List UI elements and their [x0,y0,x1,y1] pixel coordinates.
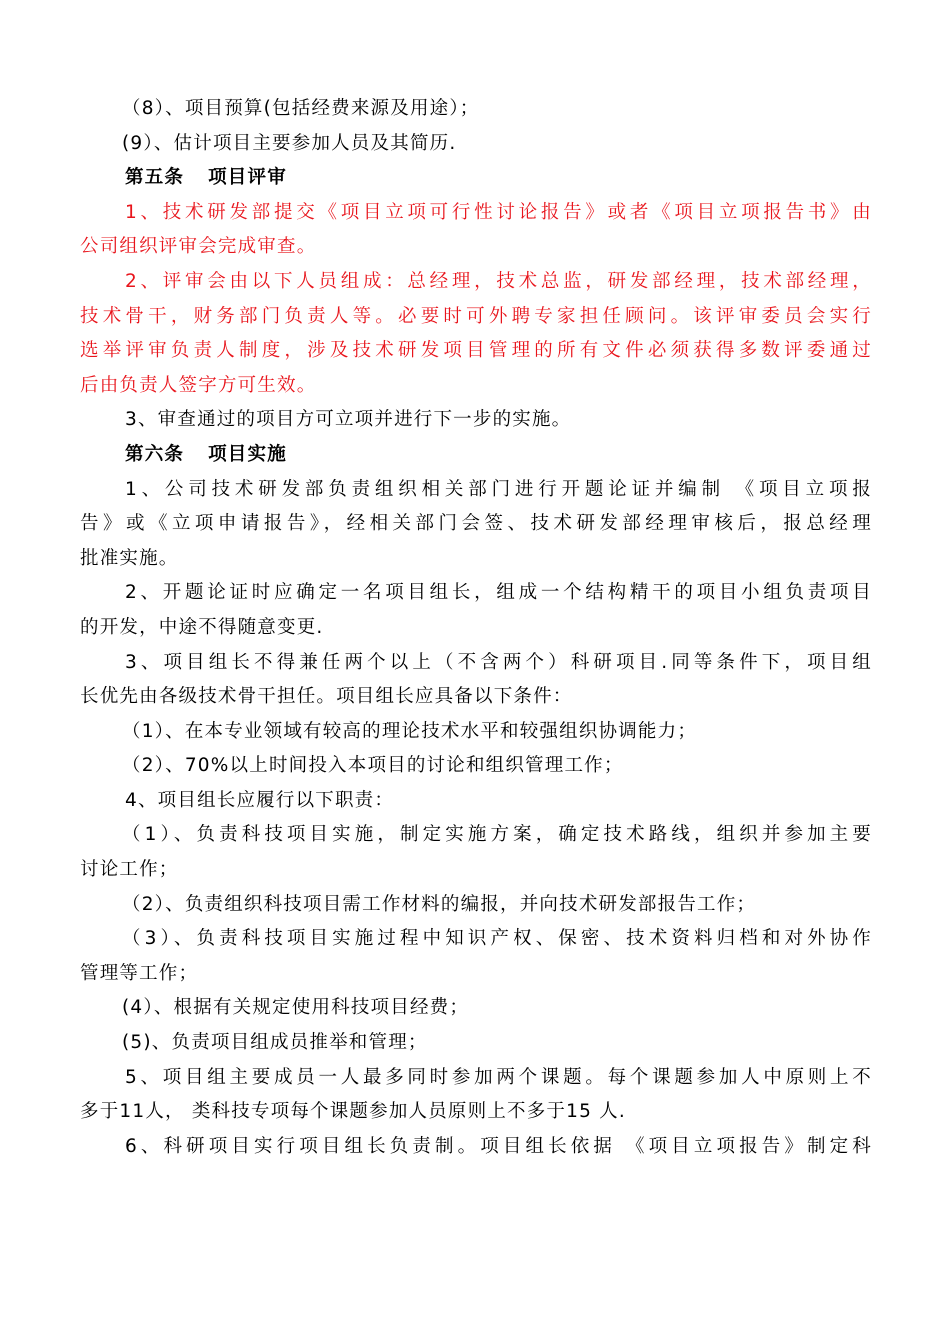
section-heading [80,438,872,473]
text-line: （3）、负责科技项目实施过程中知识产权、保密、技术资料归档和对外协作 [122,928,872,950]
heading-title: 项目评审 [208,167,287,189]
text-line: (5)、负责项目组成员推举和管理； [122,1032,428,1054]
text-line: 2、评审会由以下人员组成：总经理，技术总监，研发部经理，技术部经理， [125,270,872,292]
text-line: 告》或《立项申请报告》，经相关部门会签、技术研发部经理审核后，报总经理 [80,513,872,535]
text-line: （1）、负责科技项目实施，制定实施方案，确定技术路线，组织并参加主要 [122,824,872,846]
text-line: （2）、负责组织科技项目需工作材料的编报，并向技术研发部报告工作； [122,893,757,915]
text-line: 5、项目组主要成员一人最多同时参加两个课题。每个课题参加人中原则上不 [125,1066,872,1088]
text-line: 4、项目组长应履行以下职责： [125,789,395,811]
text-line: 后由负责人签字方可生效。 [80,374,317,396]
text-line: 1、公司技术研发部负责组织相关部门进行开题论证并编制 《项目立项报 [125,478,872,500]
heading-number: 第六条 [125,443,185,465]
text-line: 公司组织评审会完成审查。 [80,236,317,258]
text-line: (9）、估计项目主要参加人员及其简历. [122,132,457,154]
text-line: 批准实施。 [80,547,179,569]
text-line: 3、审查通过的项目方可立项并进行下一步的实施。 [125,409,572,431]
text-line: 3、项目组长不得兼任两个以上（不含两个）科研项目.同等条件下，项目组 [125,651,872,673]
text-line: 2、开题论证时应确定一名项目组长，组成一个结构精干的项目小组负责项目 [125,582,872,604]
document-page [80,92,872,1164]
text-line: (4）、根据有关规定使用科技项目经费； [122,997,470,1019]
text-line: （8）、项目预算(包括经费来源及用途）； [122,98,480,119]
text-line: 长优先由各级技术骨干担任。项目组长应具备以下条件： [80,686,573,708]
section-heading [80,161,872,196]
text-line: 的开发，中途不得随意变更. [80,616,324,638]
text-line: 管理等工作； [80,962,199,984]
text-line: 1、技术研发部提交《项目立项可行性讨论报告》或者《项目立项报告书》由 [125,201,872,223]
text-line: 选举评审负责人制度，涉及技术研发项目管理的所有文件必须获得多数评委通过 [80,340,872,362]
heading-number: 第五条 [125,167,185,189]
text-line: 技术骨干，财务部门负责人等。必要时可外聘专家担任顾问。该评审委员会实行 [80,305,872,327]
text-line: （1）、在本专业领域有较高的理论技术水平和较强组织协调能力； [122,720,698,742]
text-line: 多于11人， 类科技专项每个课题参加人员原则上不多于15 人. [80,1101,626,1123]
text-line: 讨论工作； [80,859,179,881]
heading-title: 项目实施 [208,443,287,465]
text-line: 6、科研项目实行项目组长负责制。项目组长依据 《项目立项报告》制定科 [125,1135,872,1157]
text-line: （2）、70%以上时间投入本项目的讨论和组织管理工作； [122,755,624,777]
